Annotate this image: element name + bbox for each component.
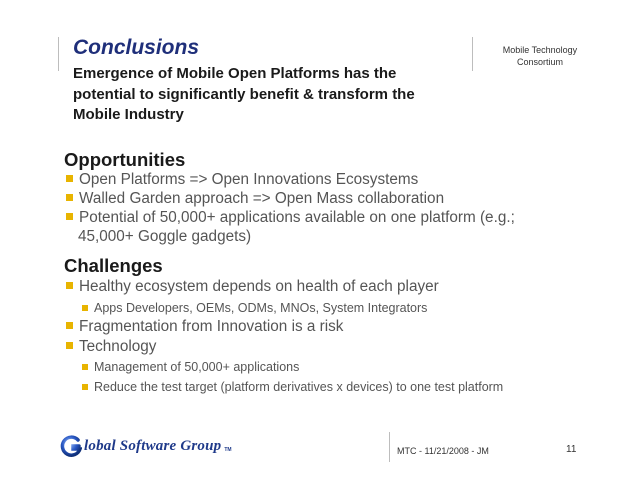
challenge-bullet (66, 278, 439, 297)
opportunity-bullet (66, 190, 444, 209)
slide-subtitle (73, 64, 453, 126)
square-bullet-icon (66, 322, 73, 329)
challenge-sub-bullet (82, 360, 299, 374)
square-bullet-icon (66, 194, 73, 201)
logo-trademark: TM (224, 446, 232, 453)
bullet-text: Management of 50,000+ applications (94, 360, 300, 374)
company-logo (60, 434, 232, 458)
bullet-text: Apps Developers, OEMs, ODMs, MNOs, System Integrators (94, 301, 428, 315)
square-bullet-icon (66, 175, 73, 182)
bullet-text: Potential of 50,000+ applications available on one platform (e.g.; (79, 209, 515, 226)
square-bullet-icon (82, 384, 88, 390)
footer-date-author: MTC - 11/21/2008 - JM (397, 446, 489, 456)
page-number: 11 (566, 444, 577, 455)
square-bullet-icon (66, 342, 73, 349)
subtitle-line: Emergence of Mobile Open Platforms has the (73, 65, 397, 82)
bullet-text: Technology (79, 338, 157, 355)
organization-line: Mobile Technology (502, 45, 578, 55)
challenge-bullet (66, 318, 343, 337)
organization-label (492, 45, 588, 68)
right-vertical-rule (472, 37, 473, 71)
challenge-sub-bullet (82, 301, 427, 315)
left-vertical-rule (58, 37, 59, 71)
opportunity-bullet (66, 171, 418, 190)
square-bullet-icon (66, 282, 73, 289)
bullet-continuation: 45,000+ Goggle gadgets) (78, 228, 252, 245)
logo-text: lobal Software Group (84, 437, 222, 454)
challenge-bullet (66, 338, 156, 357)
opportunity-bullet (66, 209, 515, 228)
bullet-text: Open Platforms => Open Innovations Ecosystems (79, 171, 419, 188)
organization-line: Consortium (516, 56, 563, 67)
bullet-text: Healthy ecosystem depends on health of each player (79, 278, 439, 295)
slide-title: Conclusions (73, 36, 200, 59)
bullet-text: Walled Garden approach => Open Mass collaboration (79, 190, 445, 207)
opportunities-heading: Opportunities (64, 149, 186, 170)
globe-logo-icon (60, 435, 82, 457)
subtitle-line: potential to significantly benefit & transform the (73, 85, 415, 103)
bullet-text: Reduce the test target (platform derivatives x devices) to one test platform (94, 380, 504, 394)
footer-vertical-rule (389, 432, 390, 462)
challenges-heading: Challenges (64, 255, 163, 276)
square-bullet-icon (82, 305, 88, 311)
square-bullet-icon (82, 364, 88, 370)
challenge-sub-bullet (82, 380, 503, 394)
subtitle-line: Mobile Industry (73, 106, 184, 123)
square-bullet-icon (66, 213, 73, 220)
bullet-text: Fragmentation from Innovation is a risk (79, 318, 344, 335)
